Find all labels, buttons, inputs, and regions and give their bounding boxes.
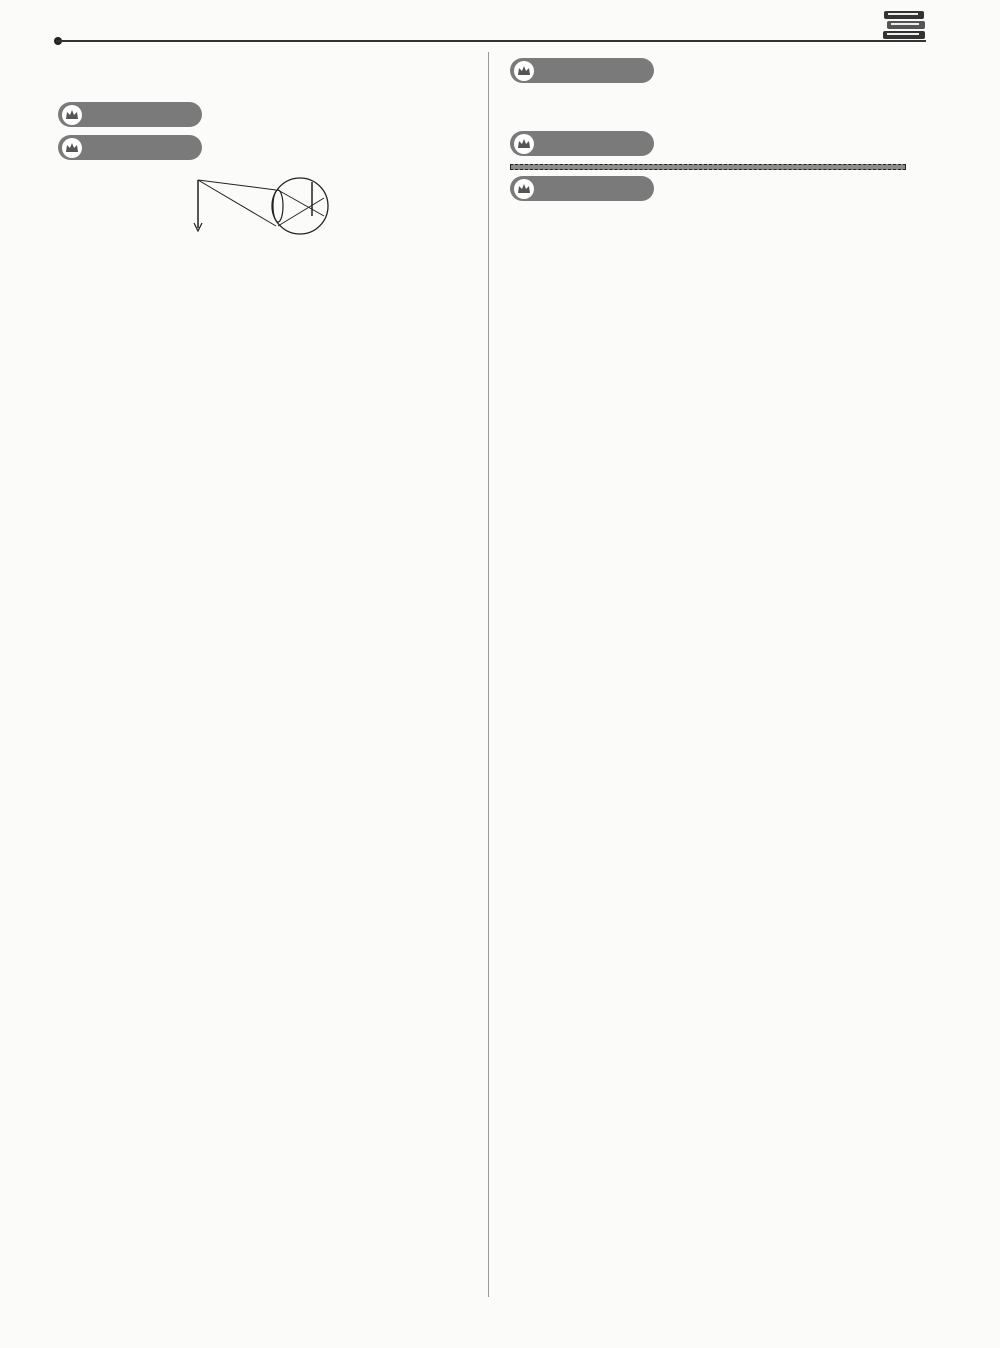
column-divider <box>488 52 489 1297</box>
badge-advanced-training <box>510 176 654 201</box>
badge-advanced-training <box>58 135 202 160</box>
badge-core-literacy <box>510 58 654 83</box>
crown-icon <box>514 179 534 199</box>
badge-basic-training <box>58 102 202 127</box>
header-rule <box>56 40 926 42</box>
left-column <box>58 52 474 248</box>
rule-summary-box <box>510 164 906 170</box>
section-title-5 <box>510 93 926 117</box>
section-title-4 <box>58 64 474 88</box>
crown-icon <box>514 134 534 154</box>
books-icon <box>882 8 928 42</box>
crown-icon <box>514 61 534 81</box>
crown-icon <box>62 138 82 158</box>
crown-icon <box>62 105 82 125</box>
right-column <box>510 52 926 209</box>
badge-basic-training <box>510 131 654 156</box>
eye-ray-diagram <box>188 168 474 246</box>
